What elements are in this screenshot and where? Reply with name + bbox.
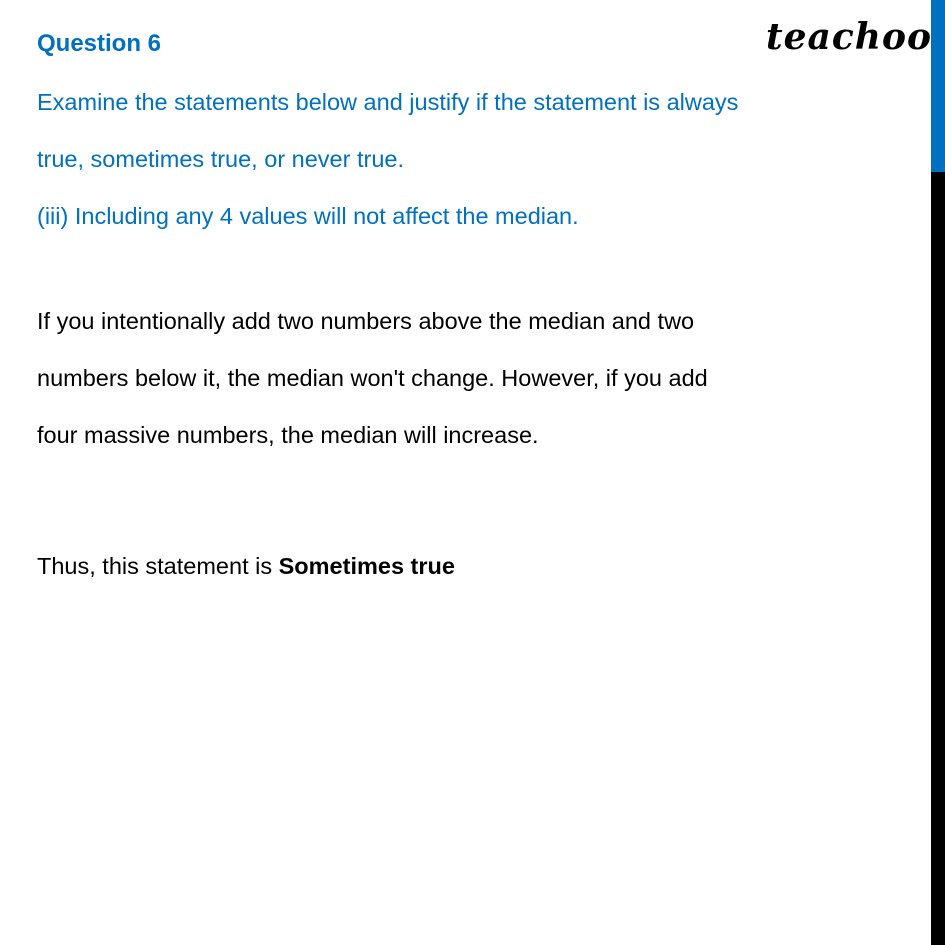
side-dark-bar (931, 172, 945, 945)
teachoo-logo: teachoo (766, 16, 932, 58)
question-title: Question 6 (37, 30, 162, 57)
question-line-3: (iii) Including any 4 values will not affect the median. (37, 203, 579, 229)
question-line-2: true, sometimes true, or never true. (37, 146, 405, 172)
side-accent-bar (931, 0, 945, 172)
conclusion (37, 553, 455, 580)
answer-line-2: numbers below it, the median won't change. However, if you add (37, 365, 708, 391)
question-line-1: Examine the statements below and justify if the statement is always (37, 89, 739, 115)
answer-line-3: four massive numbers, the median will increase. (37, 422, 539, 448)
conclusion-prefix: Thus, this statement is (37, 553, 279, 579)
conclusion-answer: Sometimes true (278, 553, 455, 579)
answer-line-1: If you intentionally add two numbers above the median and two (37, 308, 695, 334)
